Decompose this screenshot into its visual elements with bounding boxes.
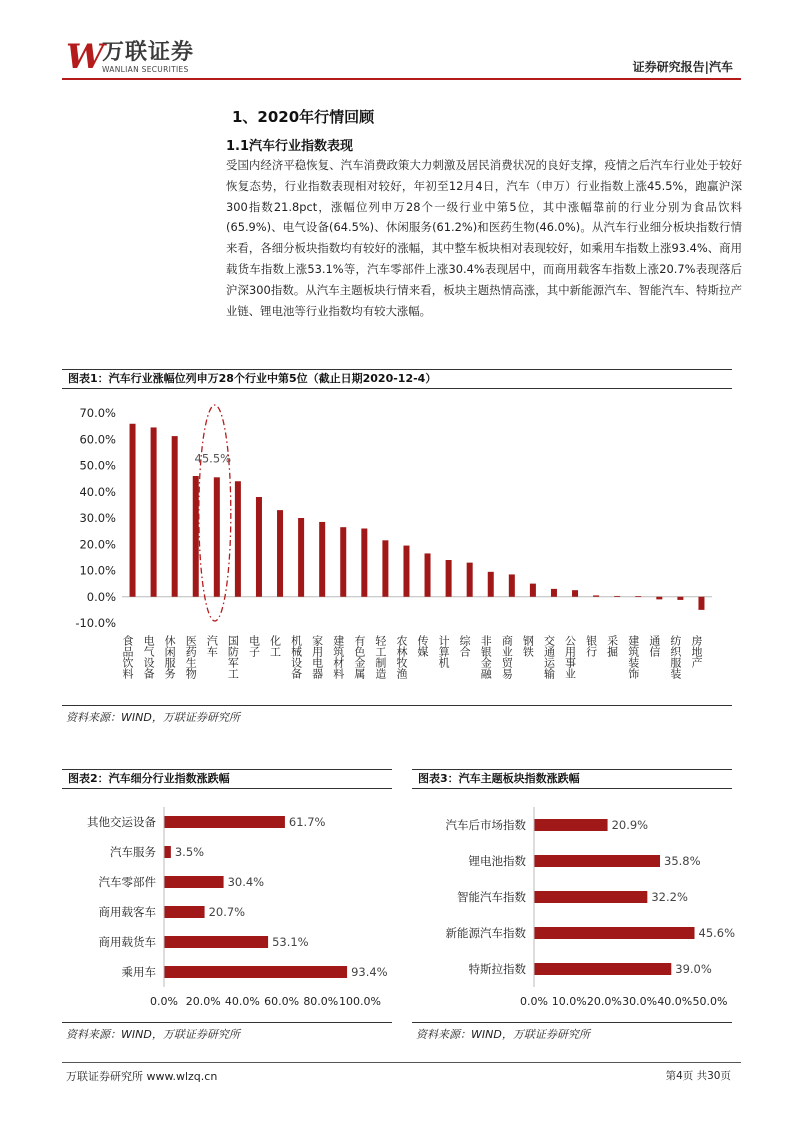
data-label: 39.0% [675, 962, 712, 976]
bar-化工 [277, 510, 283, 597]
bar-家用电器 [319, 522, 325, 597]
figure1-bottom-rule [62, 705, 732, 706]
x-tick-label: 汽车 [205, 635, 219, 657]
bar-汽车服务 [164, 846, 171, 858]
x-tick-label: 纺织服装 [668, 635, 682, 679]
category-label: 汽车零部件 [98, 875, 156, 889]
category-label: 汽车服务 [110, 845, 156, 859]
x-tick-label: 商业贸易 [500, 635, 514, 679]
bar-医药生物 [193, 476, 199, 597]
x-tick-label: 电气设备 [142, 635, 156, 679]
x-tick-label: 农林牧渔 [394, 635, 408, 679]
category-label: 锂电池指数 [468, 854, 526, 868]
bar-商用载客车 [164, 906, 205, 918]
data-label: 20.9% [611, 818, 649, 832]
bar-休闲服务 [172, 436, 178, 597]
data-label: 30.4% [227, 875, 265, 889]
bar-有色金属 [361, 529, 367, 597]
category-label: 特斯拉指数 [468, 962, 526, 976]
section-title: 1、2020年行情回顾 [232, 108, 375, 126]
x-tick-label: 建筑装饰 [626, 635, 640, 679]
bar-电气设备 [151, 427, 157, 596]
x-tick-label: 医药生物 [184, 635, 198, 679]
bar-乘用车 [164, 966, 347, 978]
data-label: 20.7% [208, 905, 246, 919]
figure2-chart [62, 795, 392, 1025]
bar-纺织服装 [677, 597, 683, 600]
x-tick-label: 非银金融 [479, 635, 493, 679]
bar-食品饮料 [130, 424, 136, 597]
x-tick-label: 轻工制造 [373, 635, 387, 679]
bar-汽车后市场指数 [534, 819, 608, 831]
figure1-chart [62, 395, 732, 705]
bar-国防军工 [235, 481, 241, 597]
category-label: 汽车后市场指数 [445, 818, 526, 832]
category-label: 商用载客车 [98, 905, 156, 919]
logo-chinese-name: 万联证券 [102, 40, 195, 65]
figure2-source: 资料来源：WIND，万联证券研究所 [66, 1028, 240, 1041]
category-label: 其他交运设备 [87, 815, 156, 829]
bar-商用载货车 [164, 936, 268, 948]
bar-钢铁 [530, 584, 536, 597]
bar-传媒 [425, 553, 431, 596]
bar-交通运输 [551, 589, 557, 597]
x-tick-label: 建筑材料 [331, 635, 345, 679]
x-tick-label: 银行 [584, 635, 598, 657]
figure1-source: 资料来源：WIND，万联证券研究所 [66, 711, 240, 724]
figure3-chart [412, 795, 742, 1025]
category-label: 智能汽车指数 [457, 890, 526, 904]
category-label: 乘用车 [121, 965, 156, 979]
subsection-title: 1.1汽车行业指数表现 [226, 139, 354, 154]
highlight-value-label: 45.5% [194, 451, 232, 466]
bar-农林牧渔 [403, 546, 409, 597]
x-tick-label: 公用事业 [563, 635, 577, 679]
data-label: 45.6% [698, 926, 736, 940]
y-tick-label: 50.0% [79, 458, 116, 473]
bar-电子 [256, 497, 262, 597]
y-tick-label: 40.0% [79, 484, 116, 499]
x-tick-label: 20.0% [586, 995, 622, 1008]
y-tick-label: 0.0% [86, 589, 116, 604]
x-tick-label: 食品饮料 [121, 635, 135, 679]
category-label: 新能源汽车指数 [445, 926, 526, 940]
figure1-title: 图表1：汽车行业涨幅位列申万28个行业中第5位（截止日期2020-12-4） [62, 369, 732, 389]
bar-轻工制造 [382, 540, 388, 596]
bar-汽车 [214, 477, 220, 596]
y-tick-label: 70.0% [79, 406, 116, 420]
bar-采掘 [614, 596, 620, 597]
x-tick-label: 100.0% [339, 995, 381, 1008]
x-tick-label: 10.0% [551, 995, 587, 1008]
logo-english-name: WANLIAN SECURITIES [102, 65, 189, 74]
bar-机械设备 [298, 518, 304, 597]
x-tick-label: 钢铁 [521, 635, 535, 657]
y-tick-label: 30.0% [79, 511, 116, 525]
bar-商业贸易 [509, 574, 515, 596]
x-tick-label: 通信 [647, 635, 661, 657]
figure2-bottom-rule [62, 1022, 392, 1023]
x-tick-label: 有色金属 [352, 635, 366, 679]
x-tick-label: 机械设备 [289, 635, 303, 679]
x-tick-label: 休闲服务 [163, 635, 177, 679]
y-tick-label: -10.0% [75, 616, 116, 630]
logo-mark: W [66, 37, 105, 77]
bar-房地产 [698, 597, 704, 610]
report-tag: 证券研究报告|汽车 [632, 60, 733, 74]
x-tick-label: 80.0% [303, 995, 339, 1008]
category-label: 商用载货车 [98, 935, 156, 949]
x-tick-label: 0.0% [520, 995, 548, 1008]
x-tick-label: 房地产 [689, 635, 703, 668]
x-tick-label: 交通运输 [542, 635, 556, 679]
x-tick-label: 家用电器 [310, 635, 324, 679]
bar-计算机 [446, 560, 452, 597]
bar-公用事业 [572, 590, 578, 597]
x-tick-label: 采掘 [605, 635, 619, 657]
x-tick-label: 化工 [268, 635, 282, 657]
y-tick-label: 60.0% [79, 432, 116, 447]
x-tick-label: 0.0% [150, 995, 178, 1008]
data-label: 32.2% [651, 890, 688, 904]
x-tick-label: 40.0% [657, 995, 693, 1008]
x-tick-label: 国防军工 [226, 635, 240, 679]
figure3-bottom-rule [412, 1022, 732, 1023]
figure3-title: 图表3：汽车主题板块指数涨跌幅 [412, 769, 732, 789]
figure3-source: 资料来源：WIND，万联证券研究所 [416, 1028, 590, 1041]
bar-其他交运设备 [164, 816, 285, 828]
x-tick-label: 60.0% [264, 995, 300, 1008]
bar-特斯拉指数 [534, 963, 671, 975]
body-paragraph: 受国内经济平稳恢复、汽车消费政策大力刺激及居民消费状况的良好支撑，疫情之后汽车行业处于较好恢复态势，行业指数表现相对较好，年初至12月4日，汽车（申万）行业指数上涨45.5%，跑赢沪深300指数21.8pct，涨幅位列申万28个一级行业中第5位，其中涨幅靠前的行业分别为食品饮料(65.9%)、电气设备(64.5%)、休闲服务(61.2%)和医药生物(46.0%)。从汽车行业细分板块指数行情来看，各细分板块指数均有较好的涨幅，其中整车板块相对表现较好，如乘用车指数上涨93.4%、商用载货车指数上涨53.1%等，汽车零部件上涨30.4%表现居中，而商用载客车指数上涨20.7%表现落后沪深300指数。从汽车主题板块行情来看，板块主题热情高涨，其中新能源汽车、智能汽车、特斯拉产业链、锂电池等行业指数均有较大涨幅。 [226, 158, 742, 318]
figure2-title: 图表2：汽车细分行业指数涨跌幅 [62, 769, 392, 789]
bar-建筑装饰 [635, 596, 641, 597]
bar-建筑材料 [340, 527, 346, 597]
x-tick-label: 电子 [247, 635, 261, 657]
bar-汽车零部件 [164, 876, 224, 888]
x-tick-label: 计算机 [437, 635, 451, 668]
data-label: 3.5% [174, 845, 205, 859]
x-tick-label: 20.0% [185, 995, 221, 1008]
footer-divider [62, 1062, 741, 1063]
x-tick-label: 30.0% [622, 995, 658, 1008]
x-tick-label: 综合 [458, 635, 472, 657]
footer-website: 万联证券研究所 www.wlzq.cn [66, 1070, 218, 1083]
data-label: 53.1% [272, 935, 309, 949]
bar-银行 [593, 595, 599, 596]
bar-综合 [467, 563, 473, 597]
data-label: 93.4% [351, 965, 388, 979]
bar-智能汽车指数 [534, 891, 647, 903]
y-tick-label: 20.0% [79, 537, 116, 552]
x-tick-label: 传媒 [416, 635, 430, 657]
data-label: 61.7% [288, 815, 326, 829]
x-tick-label: 50.0% [692, 995, 728, 1008]
bar-通信 [656, 597, 662, 600]
y-tick-label: 10.0% [79, 563, 116, 578]
bar-新能源汽车指数 [534, 927, 695, 939]
header-divider [62, 78, 741, 80]
data-label: 35.8% [664, 854, 701, 868]
brand-logo [66, 37, 226, 77]
bar-非银金融 [488, 572, 494, 597]
page-number: 第4页 共30页 [665, 1070, 731, 1082]
bar-锂电池指数 [534, 855, 660, 867]
x-tick-label: 40.0% [224, 995, 260, 1008]
